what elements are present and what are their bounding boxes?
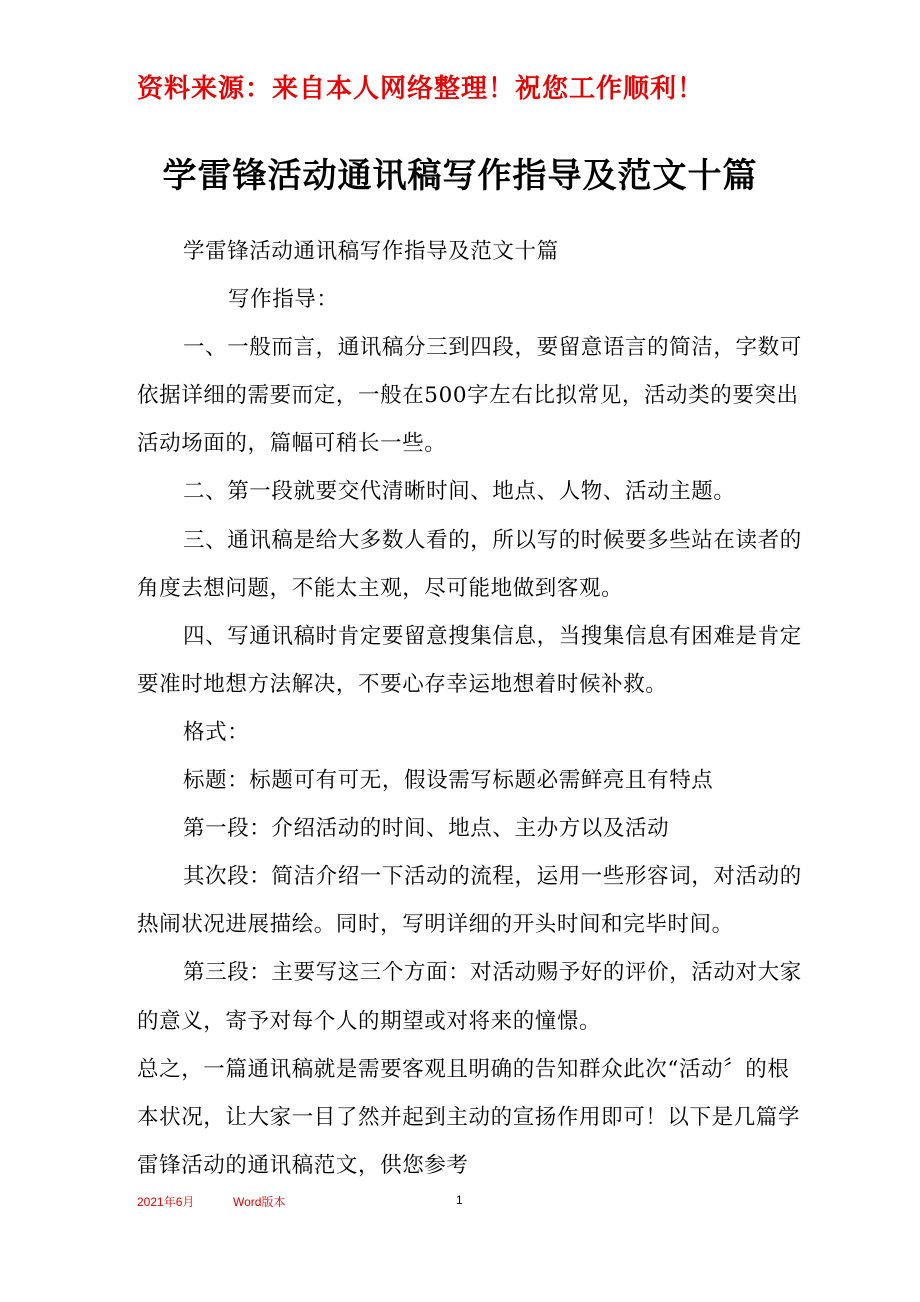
- paragraph: [137, 613, 802, 709]
- text-line: 写作指导：: [228, 287, 339, 313]
- paragraph: [137, 468, 797, 516]
- paragraph: [137, 853, 802, 949]
- text-line: 其次段：简洁介绍一下活动的流程，运用一些形容词，对活动的: [183, 864, 802, 890]
- paragraph: [137, 949, 802, 1045]
- text-line: 第三段：主要写这三个方面：对活动赐予好的评价，活动对大家: [183, 960, 802, 986]
- source-banner: 资料来源：来自本人网络整理！祝您工作顺利！: [137, 74, 705, 104]
- text-line: 的意义，寄予对每个人的期望或对将来的憧憬。: [137, 1008, 602, 1034]
- document-body: [137, 228, 802, 1190]
- text-line: 一、一般而言，通讯稿分三到四段，要留意语言的简洁，字数可: [183, 335, 802, 361]
- paragraph: [137, 1046, 801, 1190]
- text-line: 格式：: [183, 719, 250, 745]
- text-line: 活动场面的，篇幅可稍长一些。: [137, 431, 447, 457]
- text-line: 三、通讯稿是给大多数人看的，所以写的时候要多些站在读者的: [183, 527, 802, 553]
- text-line: 热闹状况进展描绘。同时，写明详细的开头时间和完毕时间。: [137, 912, 734, 938]
- paragraph: [137, 517, 802, 613]
- paragraph: [137, 324, 802, 468]
- text-line: 总之，一篇通讯稿就是需要客观且明确的告知群众此次“活动〞的根: [137, 1056, 790, 1082]
- text-line: 依据详细的需要而定，一般在500字左右比拟常见，活动类的要突出: [137, 383, 799, 409]
- text-line: 第一段：介绍活动的时间、地点、主办方以及活动: [183, 816, 670, 842]
- text-line: 本状况，让大家一目了然并起到主动的宣扬作用即可！以下是几篇学: [137, 1104, 801, 1130]
- text-line: 要准时地想方法解决，不要心存幸运地想着时候补救。: [137, 671, 668, 697]
- paragraph: [137, 276, 797, 324]
- page-number: 1: [456, 1193, 463, 1207]
- paragraph: [137, 757, 797, 805]
- text-line: 二、第一段就要交代清晰时间、地点、人物、活动主题。: [183, 479, 736, 505]
- text-line: 四、写通讯稿时肯定要留意搜集信息，当搜集信息有困难是肯定: [183, 623, 802, 649]
- footer-date: 2021年6月: [137, 1195, 195, 1209]
- text-line: 雷锋活动的通讯稿范文，供您参考: [137, 1152, 469, 1178]
- paragraph: [137, 709, 797, 757]
- document-title: 学雷锋活动通讯稿写作指导及范文十篇: [162, 156, 758, 196]
- text-line: 标题：标题可有可无，假设需写标题必需鲜亮且有特点: [183, 768, 714, 794]
- paragraph: [137, 805, 797, 853]
- paragraph: [137, 228, 797, 276]
- text-line: 角度去想问题，不能太主观，尽可能地做到客观。: [137, 575, 624, 601]
- text-line: 学雷锋活动通讯稿写作指导及范文十篇: [183, 239, 559, 264]
- footer-version: Word版本: [233, 1195, 286, 1209]
